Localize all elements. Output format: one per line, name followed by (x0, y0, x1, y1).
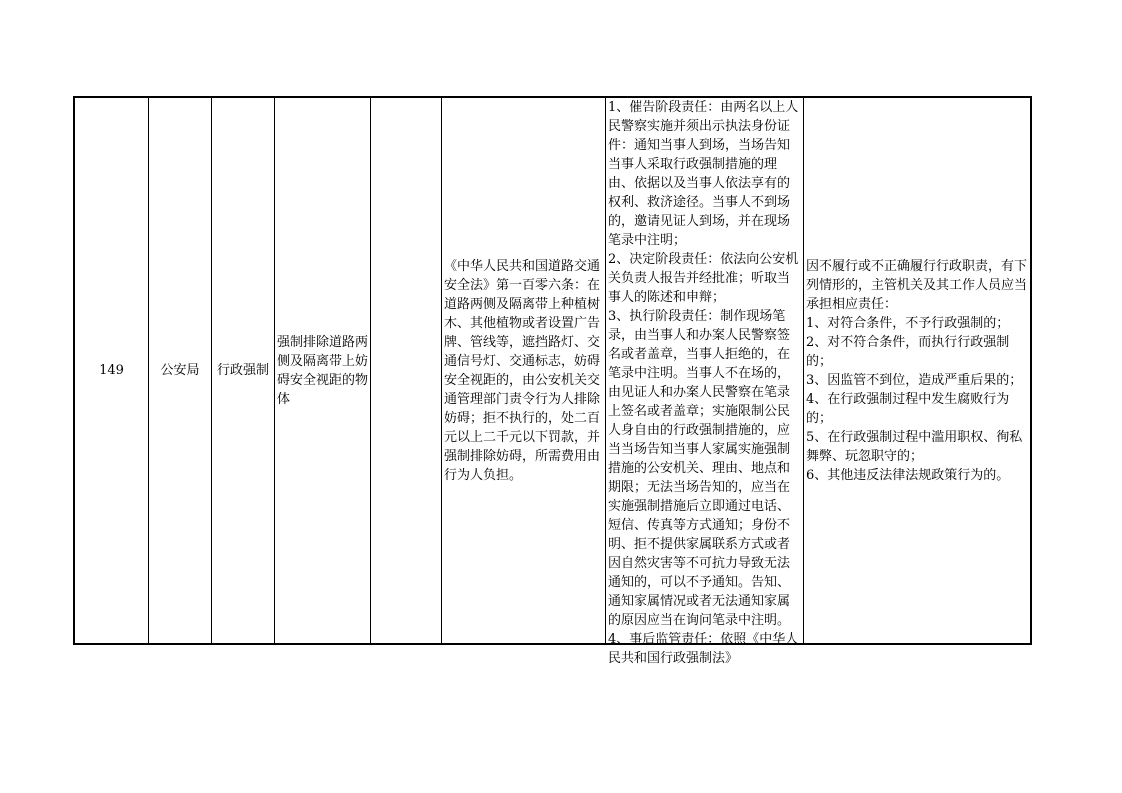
responsibilities-cell (606, 97, 804, 666)
responsibilities-clip (608, 98, 801, 666)
item-name-cell: 强制排除道路两侧及隔离带上妨碍安全视距的物体 (275, 97, 371, 644)
liability-text: 因不履行或不正确履行行政职责，有下列情形的，主管机关及其工作人员应当承担相应责任： 1、对符合条件，不予行政强制的； 2、对不符合条件，而执行行政强制的； 3、因监管不到位，造成严重后果的； 4、在行政强制过程中发生腐败行为的； 5、在行政强制过程中滥用职权、徇私舞弊、玩忽职守的； 6、其他违反法律法规政策行为的。 (806, 258, 1028, 483)
sub-item-cell (371, 97, 442, 644)
category-cell: 行政强制 (212, 97, 275, 644)
responsibilities-text: 1、催告阶段责任：由两名以上人民警察实施并须出示执法身份证件：通知当事人到场，当场告知当事人采取行政强制措施的理由、依据以及当事人依法享有的权利、救济途径。当事人不到场的，邀请见证人到场，并在现场笔录中注明； 2、决定阶段责任：依法向公安机关负责人报告并经批准；听取当事人的陈述和申辩； 3、执行阶段责任：制作现场笔录，由当事人和办案人民警察签名或者盖章，当事人拒绝的，在笔录中注明。当事人不在场的，由见证人和办案人民警察在笔录上签名或者盖章；实施限制公民人身自由的行政强制措施的，应当当场告知当事人家属实施强制措施的公安机关、理由、地点和期限；无法当场告知的，应当在实施强制措施后立即通过电话、短信、传真等方式通知；身份不明、拒不提供家属联系方式或者因自然灾害等不可抗力导致无法通知的，可以不予通知。告知、通知家属情况或者无法通知家属的原因应当在询问笔录中注明。 4、事后监管责任：依照《中华人民共和国行政强制法》 (608, 100, 799, 666)
table-row (74, 97, 1031, 644)
liability-cell (804, 97, 1032, 644)
responsibility-table (73, 96, 1032, 666)
item-number-cell: 149 (74, 97, 149, 644)
legal-basis-cell: 《中华人民共和国道路交通安全法》第一百零六条：在道路两侧及隔离带上种植树木、其他植物或者设置广告牌、管线等，遮挡路灯、交通信号灯、交通标志，妨碍安全视距的，由公安机关交通管理部门责令行为人排除妨碍；拒不执行的，处二百元以上二千元以下罚款，并强制排除妨碍，所需费用由行为人负担。 (442, 97, 606, 644)
department-cell: 公安局 (149, 97, 212, 644)
